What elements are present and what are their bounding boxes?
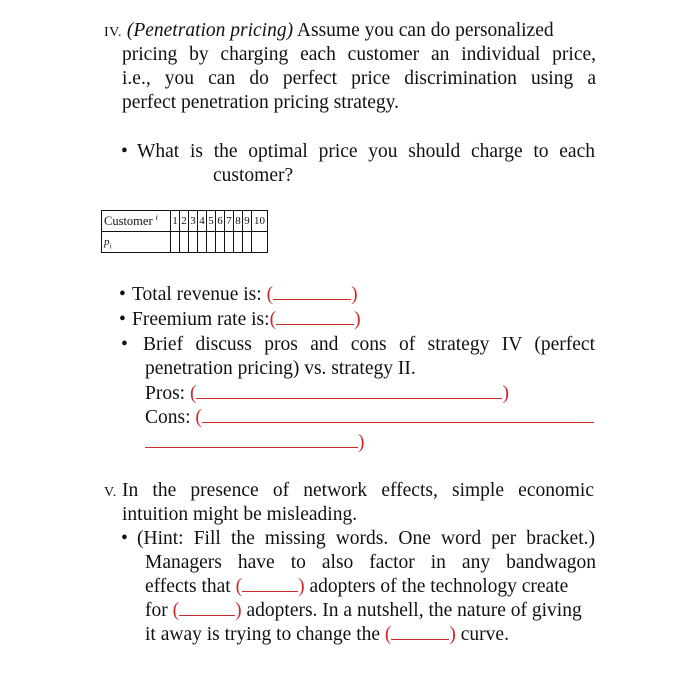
price-cell-10[interactable] — [252, 232, 268, 253]
pros-blank[interactable]: ( ) — [189, 383, 509, 404]
price-cell-7[interactable] — [225, 232, 234, 253]
freemium-label: Freemium rate is: — [132, 309, 270, 330]
bullet-icon: • — [119, 309, 126, 330]
customer-cell-2: 2 — [180, 211, 189, 232]
hint-line-5 — [145, 623, 509, 647]
customer-cell-3: 3 — [189, 211, 198, 232]
table-header-price: $p_i$ — [102, 232, 171, 253]
cons-line — [145, 406, 594, 430]
question-line-1 — [121, 140, 596, 164]
cons-blank-continued[interactable]: ) — [145, 432, 365, 453]
hint-line-2: Managers have to also factor in any bandwagon — [145, 552, 596, 573]
section-v-line-1 — [104, 479, 596, 505]
question-text-1: What is the optimal price you should charge to each — [137, 141, 595, 162]
section-iv-numeral: IV. — [104, 25, 122, 40]
hint-text-5b: curve. — [460, 624, 509, 645]
hint-text-4b: adopters. In a nutshell, the nature of giving — [246, 600, 582, 621]
price-cell-8[interactable] — [234, 232, 243, 253]
total-revenue-line — [119, 283, 358, 307]
hint-line-3 — [145, 575, 568, 599]
bullet-icon: • — [121, 334, 128, 355]
hint-blank-2[interactable]: ( ) — [172, 600, 242, 621]
section-v-line-2: intuition might be misleading. — [122, 504, 358, 525]
hint-text-5a: it away is trying to change the — [145, 624, 381, 645]
price-cell-4[interactable] — [198, 232, 207, 253]
bullet-icon: • — [121, 141, 128, 162]
hint-line-1 — [121, 527, 596, 551]
hint-blank-3[interactable]: ( ) — [384, 624, 456, 645]
pros-label: Pros: — [145, 383, 186, 404]
table-header-customer: Customer $^i$ — [102, 211, 171, 232]
bullet-icon: • — [121, 528, 128, 549]
section-v-numeral: V. — [104, 485, 117, 500]
total-revenue-blank[interactable]: ( ) — [266, 284, 358, 305]
customer-cell-10: 10 — [252, 211, 268, 232]
bullet-icon: • — [119, 284, 126, 305]
hint-blank-1[interactable]: ( ) — [235, 576, 305, 597]
section-iv-line-4: perfect penetration pricing strategy. — [122, 92, 400, 113]
section-iv-line-1-rest: Assume you can do personalized — [296, 20, 554, 41]
customer-price-table — [101, 210, 268, 253]
discuss-text-1: Brief discuss pros and cons of strategy IV (perfect — [143, 334, 595, 355]
discuss-line-2: penetration pricing) vs. strategy II. — [145, 358, 416, 379]
discuss-line-1 — [121, 333, 596, 357]
price-cell-6[interactable] — [216, 232, 225, 253]
section-iv-title: (Penetration pricing) — [126, 20, 294, 41]
price-cell-1[interactable] — [171, 232, 180, 253]
price-cell-5[interactable] — [207, 232, 216, 253]
price-cell-3[interactable] — [189, 232, 198, 253]
price-cell-2[interactable] — [180, 232, 189, 253]
cons-blank[interactable]: ( — [195, 407, 594, 428]
freemium-blank[interactable]: ( ) — [269, 309, 361, 330]
customer-cell-9: 9 — [243, 211, 252, 232]
price-cell-9[interactable] — [243, 232, 252, 253]
question-line-2: customer? — [213, 165, 294, 186]
section-v-text-1: In the presence of network effects, simple economic — [122, 480, 594, 501]
hint-text-3b: adopters of the technology create — [309, 576, 569, 597]
total-revenue-label: Total revenue is: — [132, 284, 262, 305]
table-row-customers — [102, 211, 268, 232]
customer-cell-1: 1 — [171, 211, 180, 232]
customer-cell-6: 6 — [216, 211, 225, 232]
cons-continuation — [145, 431, 365, 455]
section-iv-line-3: i.e., you can do perfect price discrimination using a — [122, 68, 596, 89]
customer-cell-7: 7 — [225, 211, 234, 232]
cons-label: Cons: — [145, 407, 191, 428]
hint-text-4a: for — [145, 600, 168, 621]
customer-cell-5: 5 — [207, 211, 216, 232]
hint-text-3a: effects that — [145, 576, 231, 597]
freemium-line — [119, 308, 361, 332]
section-iv-line-2: pricing by charging each customer an individual price, — [122, 44, 596, 65]
hint-line-4 — [145, 599, 582, 623]
table-row-prices — [102, 232, 268, 253]
pros-line — [145, 382, 509, 406]
customer-cell-4: 4 — [198, 211, 207, 232]
customer-cell-8: 8 — [234, 211, 243, 232]
hint-text-1: (Hint: Fill the missing words. One word per bracket.) — [137, 528, 595, 549]
section-iv-line-1 — [104, 19, 554, 45]
